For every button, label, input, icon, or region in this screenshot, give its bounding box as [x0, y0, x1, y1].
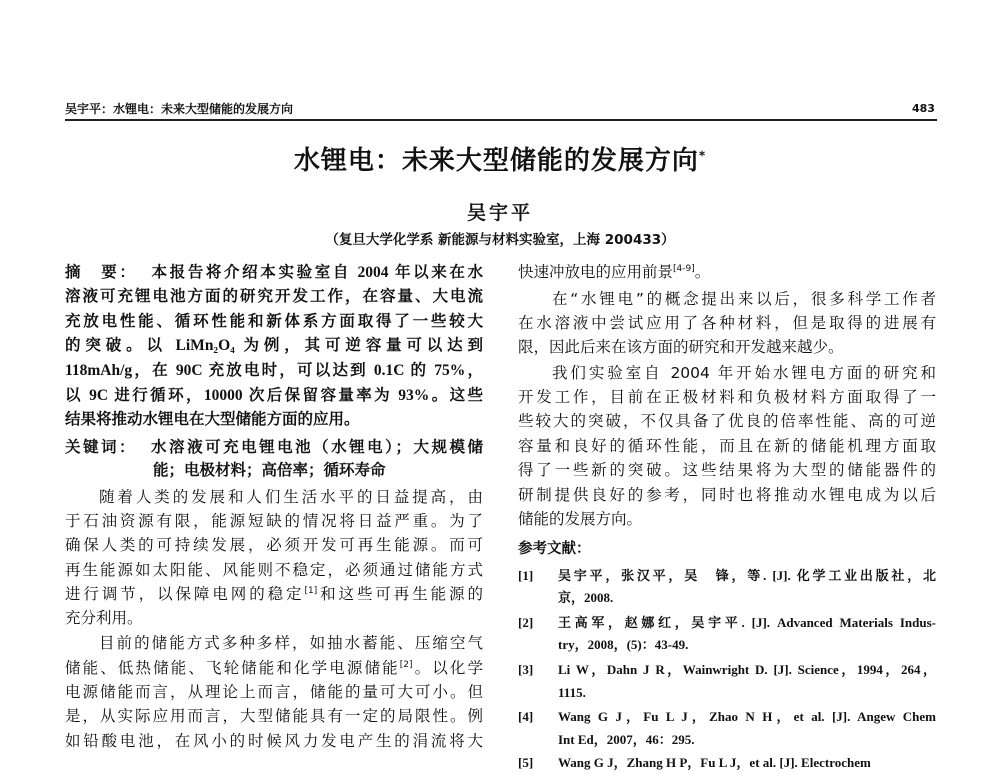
body-line: [518, 484, 936, 506]
body-line: [65, 730, 483, 752]
reference-line: [558, 587, 613, 609]
citation: [1]: [304, 585, 318, 596]
line-text: 是，从实际应用而言，大型储能具有一定的局限性。例: [65, 707, 483, 725]
abstract-line: [65, 286, 483, 308]
line-text: 再生能源如太阳能、风能则不稳定，必须通过储能方式: [65, 561, 483, 579]
reference-line: [558, 682, 586, 704]
reference-number: [1]: [518, 568, 534, 583]
line-text: 1115.: [558, 685, 586, 700]
line-text: 限，因此后来在该方面的研究和开发越来越少。: [518, 338, 844, 356]
reference-line: [558, 565, 936, 587]
reference-line: [558, 706, 936, 728]
running-header: 吴宇平：水锂电：未来大型储能的发展方向: [65, 102, 294, 116]
line-text: 结果将推动水锂电在大型储能方面的应用。: [65, 411, 360, 428]
body-line: [99, 632, 483, 654]
line-text: 随着人类的发展和人们生活水平的日益提高，由: [99, 488, 483, 506]
line-text: 能；电极材料；高倍率；循环寿命: [153, 461, 386, 479]
body-line: [518, 410, 936, 432]
line-text: 储能的发展方向。: [518, 510, 643, 528]
reference-number: [4]: [518, 709, 534, 724]
line-text: 如铅酸电池，在风小的时候风力发电产生的涓流将大: [65, 732, 483, 750]
body-line: [65, 705, 483, 727]
line-text: 的突破。以 LiMn₂O₄ 为例，其可逆容量可以达到: [65, 337, 483, 354]
body-line: [65, 657, 483, 679]
keywords-line: [65, 436, 483, 458]
abstract-line: [65, 385, 483, 407]
references-heading: [518, 538, 591, 560]
reference-line: [558, 729, 695, 751]
line-text: 电源储能而言，从理论上而言，储能的量可大可小。但: [65, 683, 483, 701]
reference-line: [558, 634, 688, 656]
line-text: 目前的储能方式多种多样，如抽水蓄能、压缩空气: [99, 634, 483, 652]
line-text: 些较大的突破，不仅具备了优良的倍率性能、高的可逆: [518, 412, 936, 430]
line-text: 开发工作，目前在正极材料和负极材料方面取得了一: [518, 388, 936, 406]
line-text: 充分利用。: [65, 609, 143, 627]
line-text: 参考文献：: [518, 541, 591, 557]
line-text: 以 9C 进行循环，10000 次后保留容量率为 93%。这些: [65, 387, 483, 404]
abstract-line: [65, 311, 483, 333]
line-text: 我们实验室自 2004 年开始水锂电方面的研究和: [552, 364, 936, 382]
line-text: 确保人类的可持续发展，必须开发可再生能源。而可: [65, 536, 483, 554]
body-line: [65, 607, 143, 629]
line-text: 水溶液可充电锂电池（水锂电）；大规模储: [151, 438, 483, 456]
author: 吴宇平: [466, 202, 533, 224]
text-segment: 。以化学: [412, 659, 483, 677]
line-text: 得了一些新的突破。这些结果将为大型的储能器件的: [518, 461, 936, 479]
line-text: Int Ed，2007，46：295.: [558, 732, 695, 747]
line-text: 吴宇平，张汉平，吴 锋，等. [J]. 化学工业出版社，北: [558, 568, 936, 583]
line-text: 于石油资源有限，能源短缺的情况将日益严重。为了: [65, 512, 483, 530]
line-text: 在“水锂电”的概念提出来以后，很多科学工作者: [552, 290, 936, 308]
body-line: [518, 336, 844, 358]
body-line: [518, 312, 936, 334]
page-number: 483: [912, 102, 935, 115]
body-line: [518, 508, 642, 530]
body-line: [518, 261, 710, 283]
line-text: 本报告将介绍本实验室自 2004 年以来在水: [151, 264, 483, 281]
affiliation: （复旦大学化学系 新能源与材料实验室，上海 200433）: [325, 232, 675, 248]
line-text: Wang G J，Zhang H P，Fu L J，et al. [J]. Electrochem: [558, 755, 871, 770]
text-segment: 快速冲放电的应用前景: [518, 263, 674, 281]
body-line: [65, 681, 483, 703]
line-text: Li W，Dahn J R，Wainwright D. [J]. Science，1994，264，: [558, 662, 936, 677]
section-label: 摘 要：: [65, 263, 138, 281]
body-line: [518, 435, 936, 457]
title-text: 水锂电：未来大型储能的发展方向: [293, 146, 699, 176]
section-label: 关键词：: [65, 438, 138, 456]
line-text: 充放电性能、循环性能和新体系方面取得了一些较大: [65, 313, 483, 330]
line-text: try，2008，(5)：43-49.: [558, 637, 689, 652]
body-line: [65, 534, 483, 556]
body-line: [552, 362, 936, 384]
body-line: [65, 510, 483, 532]
abstract-line: [65, 261, 483, 283]
line-text: 研制提供良好的参考，同时也将推动水锂电成为以后: [518, 486, 936, 504]
line-text: 118mAh/g，在 90C 充放电时，可以达到 0.1C 的 75%，: [65, 362, 483, 379]
reference-number: [5]: [518, 755, 534, 770]
abstract-line: [65, 409, 360, 431]
body-line: [65, 559, 483, 581]
reference-line: [558, 612, 936, 634]
reference-line: [558, 752, 871, 774]
reference-number: [2]: [518, 615, 534, 630]
abstract-line: [65, 360, 483, 382]
line-text: 溶液可充锂电池方面的研究开发工作，在容量、大电流: [65, 288, 483, 305]
keywords-line: [153, 459, 386, 481]
citation: [4-9]: [673, 263, 695, 274]
body-line: [552, 288, 936, 310]
line-text: 京，2008.: [558, 590, 614, 605]
body-line: [65, 583, 483, 605]
reference-number: [3]: [518, 662, 534, 677]
citation: [2]: [399, 659, 413, 670]
text-segment: 储能、低热储能、飞轮储能和化学电源储能: [65, 659, 400, 677]
line-text: 王高军，赵娜红，吴宇平. [J]. Advanced Materials Indus-: [558, 615, 936, 630]
body-line: [518, 386, 936, 408]
header-rule: [65, 119, 937, 121]
line-text: Wang G J，Fu L J，Zhao N H，et al. [J]. Angew Chem: [558, 709, 936, 724]
body-line: [99, 486, 483, 508]
reference-line: [558, 659, 936, 681]
text-segment: 。: [694, 263, 711, 281]
abstract-line: [65, 335, 483, 357]
title-footnote-mark: *: [698, 148, 707, 163]
body-line: [518, 459, 936, 481]
paper-title: [0, 140, 1000, 177]
line-text: 在水溶液中尝试应用了各种材料，但是取得的进展有: [518, 314, 936, 332]
line-text: 容量和良好的循环性能，而且在新的储能机理方面取: [518, 437, 936, 455]
text-segment: 和这些可再生能源的: [317, 585, 483, 603]
text-segment: 进行调节，以保障电网的稳定: [65, 585, 305, 603]
